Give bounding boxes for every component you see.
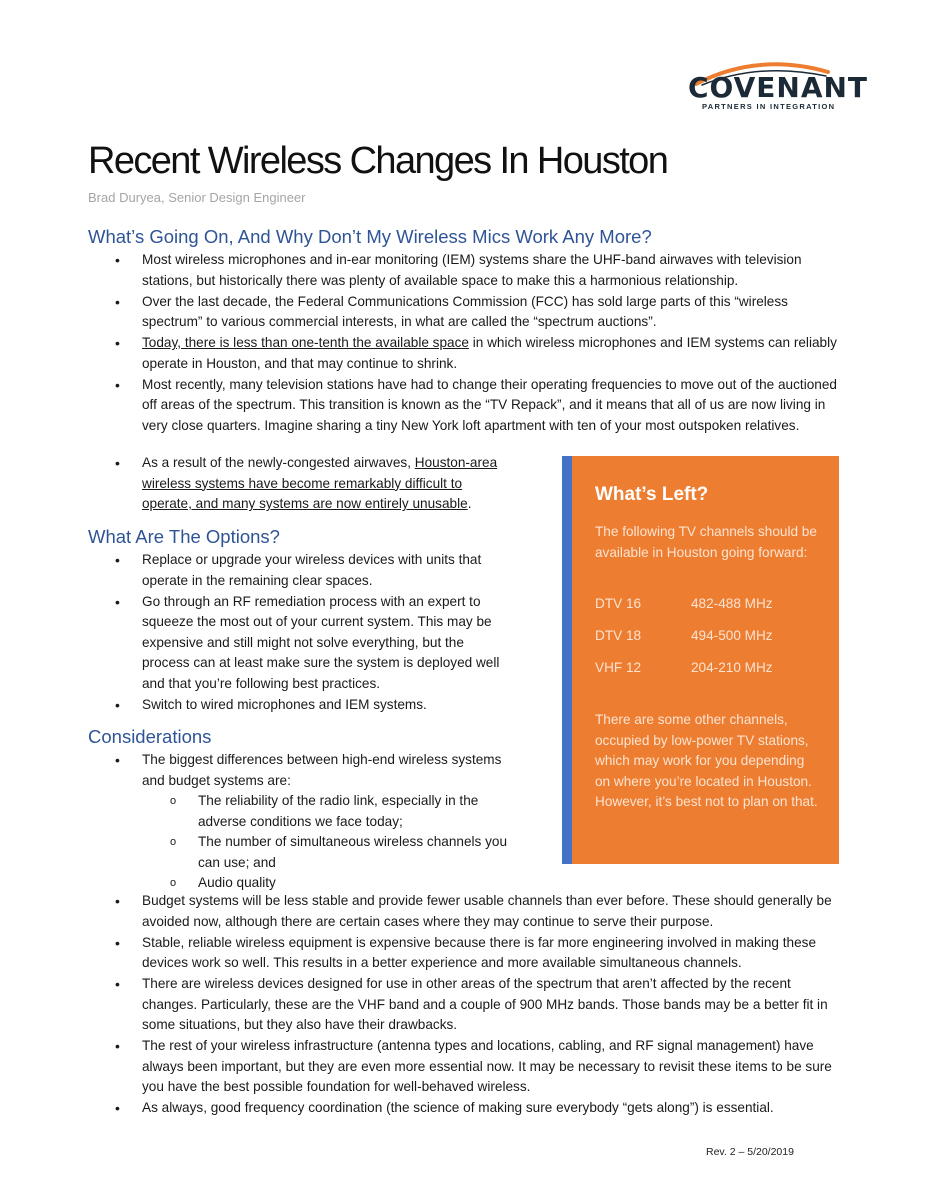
logo-tagline: PARTNERS IN INTEGRATION: [702, 102, 836, 111]
bullet-text: As a result of the newly-congested airwaves,: [142, 455, 415, 470]
sidebar-title: What’s Left?: [595, 484, 709, 505]
list-item: • There are wireless devices designed for use in other areas of the spectrum that aren’t affected by the recent changes. Particularly, these are the VHF band and a couple of 900 MHz bands. Those bands may be a better fit in some situations, but they also have their drawbacks.: [88, 974, 838, 1036]
list-item: • Most wireless microphones and in-ear monitoring (IEM) systems share the UHF-band airwaves with television stations, but historically there was plenty of available space to make this a harmonious relationship.: [88, 250, 838, 291]
logo-wordmark: COVENANT: [688, 71, 869, 104]
channel-name: DTV 18: [595, 628, 642, 643]
section-heading-whats-going-on: What’s Going On, And Why Don’t My Wireless Mics Work Any More?: [88, 226, 652, 247]
list-item: • Switch to wired microphones and IEM systems.: [88, 695, 510, 716]
section-list-considerations-rest: [88, 891, 838, 1119]
section-list-considerations-top: [88, 750, 510, 894]
bullet-text: The biggest differences between high-end wireless systems and budget systems are:: [142, 752, 502, 788]
sub-list-item: o Audio quality: [142, 873, 510, 894]
list-item: • Stable, reliable wireless equipment is expensive because there is far more engineering involved in making these devices work so well. This results in a better experience and more available simultaneous channels.: [88, 933, 838, 974]
section-list-options: [88, 550, 510, 716]
revision-footer: Rev. 2 – 5/20/2019: [706, 1146, 794, 1158]
underlined-text: Today, there is less than one-tenth the available space: [142, 335, 469, 350]
list-item: • Most recently, many television stations have had to change their operating frequencies to move out of the auctioned off areas of the spectrum. This transition is known as the “TV Repack”, and it means that all of us are now living in very close quarters. Imagine sharing a tiny New York loft apartment with ten of your most outspoken relatives.: [88, 375, 838, 437]
list-item: • Go through an RF remediation process with an expert to squeeze the most out of your current system. This may be expensive and still might not solve everything, but the process can at least make sure the system is deployed well and that you’re following best practices.: [88, 592, 510, 695]
section-list-result: [88, 453, 510, 515]
channel-frequency: 204-210 MHz: [691, 660, 773, 675]
channel-row: [595, 660, 773, 675]
document-title: Recent Wireless Changes In Houston: [88, 140, 668, 182]
list-item: • Replace or upgrade your wireless devices with units that operate in the remaining clear spaces.: [88, 550, 510, 591]
channel-row: [595, 628, 773, 643]
list-item: • The rest of your wireless infrastructure (antenna types and locations, cabling, and RF signal management) have always been important, but they are even more essential now. It may be necessary to revisit these items to be sure you have the best possible foundation for well-behaved wireless.: [88, 1036, 838, 1098]
list-item: [88, 333, 838, 374]
channel-frequency: 482-488 MHz: [691, 596, 773, 611]
list-item: • Over the last decade, the Federal Communications Commission (FCC) has sold large parts of this “wireless spectrum” to various commercial interests, in what are called the “spectrum auctions”.: [88, 292, 838, 333]
bullet-text: in which wireless microphones and IEM systems can reliably operate in Houston, and that may continue to shrink.: [142, 335, 837, 371]
channel-name: DTV 16: [595, 596, 642, 611]
sidebar-intro: The following TV channels should be available in Houston going forward:: [595, 524, 817, 560]
channel-row: [595, 596, 773, 611]
sidebar-note: There are some other channels, occupied by low-power TV stations, which may work for you depending on where you’re located in Houston. However, it’s best not to plan on that.: [595, 712, 818, 809]
covenant-logo: [684, 58, 869, 111]
section-heading-options: What Are The Options?: [88, 526, 280, 547]
section-list-whats-going-on: [88, 250, 838, 437]
section-heading-considerations: Considerations: [88, 726, 212, 747]
list-item: [88, 750, 510, 894]
list-item: [88, 453, 510, 515]
list-item: • Budget systems will be less stable and provide fewer usable channels than ever before. These should generally be avoided now, although there are certain cases where they may continue to serve their purpose.: [88, 891, 838, 932]
sub-list-item: o The reliability of the radio link, especially in the adverse conditions we face today;: [142, 791, 510, 832]
channel-frequency: 494-500 MHz: [691, 628, 773, 643]
sub-list: [142, 791, 510, 894]
whats-left-sidebar: [562, 456, 839, 864]
channel-name: VHF 12: [595, 660, 642, 675]
list-item: • As always, good frequency coordination (the science of making sure everybody “gets along”) is essential.: [88, 1098, 838, 1119]
underlined-text: Houston-area wireless systems have become remarkably difficult to operate, and many systems are now entirely unusable: [142, 455, 498, 511]
bullet-text: .: [467, 496, 472, 511]
author-line: Brad Duryea, Senior Design Engineer: [88, 190, 306, 205]
sub-list-item: o The number of simultaneous wireless channels you can use; and: [142, 832, 510, 873]
